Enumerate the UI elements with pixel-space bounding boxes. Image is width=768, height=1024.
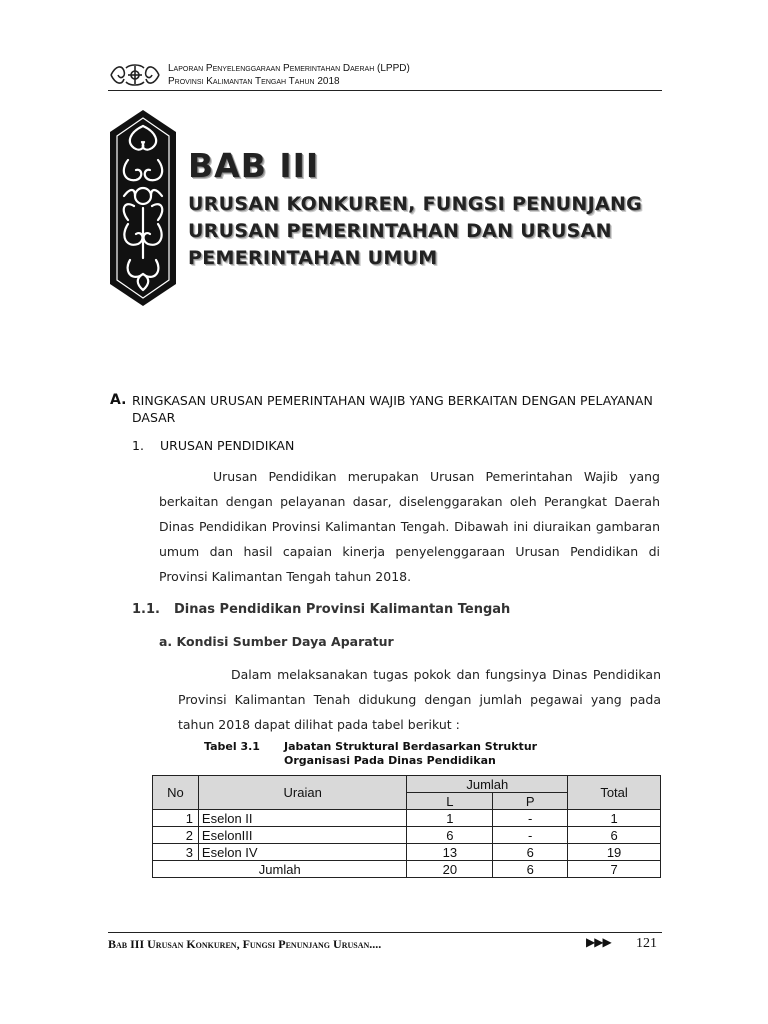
subsection-a-title: a. Kondisi Sumber Daya Aparatur bbox=[159, 634, 394, 649]
paragraph-urusan-pendidikan bbox=[159, 464, 660, 589]
cell-l: 20 bbox=[407, 861, 493, 878]
table-total-row bbox=[153, 861, 661, 878]
table-row bbox=[153, 827, 661, 844]
header-line-1: Laporan Penyelenggaraan Pemerintahan Daerah (LPPD) bbox=[168, 63, 410, 74]
chapter-title-line-2: URUSAN PEMERINTAHAN DAN URUSAN bbox=[188, 220, 612, 242]
cell-l: 6 bbox=[407, 827, 493, 844]
subsection-title: URUSAN PENDIDIKAN bbox=[160, 438, 295, 453]
chapter-ornament-icon bbox=[108, 108, 178, 308]
table-row bbox=[153, 810, 661, 827]
header-divider bbox=[108, 90, 662, 91]
header-l: L bbox=[407, 793, 493, 810]
header-uraian: Uraian bbox=[198, 776, 407, 810]
cell-uraian: Eselon II bbox=[198, 810, 407, 827]
section-letter: A. bbox=[110, 392, 127, 408]
table-label: Tabel 3.1 bbox=[204, 740, 260, 753]
header-ornament-icon bbox=[108, 62, 162, 88]
cell-l: 1 bbox=[407, 810, 493, 827]
header-p: P bbox=[493, 793, 568, 810]
paragraph-sumber-daya bbox=[178, 662, 661, 737]
document-header bbox=[168, 62, 410, 88]
chapter-title-line-3: PEMERINTAHAN UMUM bbox=[188, 247, 438, 269]
cell-p: 6 bbox=[493, 844, 568, 861]
header-line-2: Provinsi Kalimantan Tengah Tahun 2018 bbox=[168, 76, 340, 87]
data-table bbox=[152, 775, 661, 878]
footer-divider bbox=[108, 932, 662, 933]
subsection-number: 1. bbox=[132, 438, 144, 453]
chapter-title bbox=[188, 191, 642, 272]
cell-jumlah-label: Jumlah bbox=[153, 861, 407, 878]
cell-total: 1 bbox=[568, 810, 661, 827]
header-jumlah: Jumlah bbox=[407, 776, 568, 793]
chapter-number: BAB III bbox=[188, 146, 320, 185]
paragraph-text: Dalam melaksanakan tugas pokok dan fungsinya Dinas Pendidikan Provinsi Kalimantan Tenah didukung dengan jumlah pegawai yang pada tahun 2018 dapat dilihat pada tabel berikut : bbox=[178, 667, 661, 732]
cell-uraian: EselonIII bbox=[198, 827, 407, 844]
header-no: No bbox=[153, 776, 199, 810]
cell-l: 13 bbox=[407, 844, 493, 861]
chapter-title-line-1: URUSAN KONKUREN, FUNGSI PENUNJANG bbox=[188, 193, 643, 215]
footer-chapter-text: Bab III Urusan Konkuren, Fungsi Penunjang Urusan.... bbox=[108, 937, 382, 951]
cell-total: 6 bbox=[568, 827, 661, 844]
subsection-1-1-number: 1.1. bbox=[132, 602, 160, 617]
footer-arrows-icon: ▶▶▶ bbox=[586, 935, 611, 949]
cell-total: 7 bbox=[568, 861, 661, 878]
section-title: RINGKASAN URUSAN PEMERINTAHAN WAJIB YANG BERKAITAN DENGAN PELAYANAN DASAR bbox=[132, 393, 653, 425]
cell-uraian: Eselon IV bbox=[198, 844, 407, 861]
paragraph-text: Urusan Pendidikan merupakan Urusan Pemerintahan Wajib yang berkaitan dengan pelayanan dasar, diselenggarakan oleh Perangkat Daerah Dinas Pendidikan Provinsi Kalimantan Tengah. Dibawah ini diuraikan gambaran umum dan hasil capaian kinerja penyelenggaraan Urusan Pendidikan di Provinsi Kalimantan Tengah tahun 2018. bbox=[159, 469, 660, 584]
cell-no: 1 bbox=[153, 810, 199, 827]
cell-total: 19 bbox=[568, 844, 661, 861]
table-header-row bbox=[153, 776, 661, 793]
table-caption: Jabatan Struktural Berdasarkan Struktur Organisasi Pada Dinas Pendidikan bbox=[284, 740, 538, 767]
cell-p: 6 bbox=[493, 861, 568, 878]
cell-p: - bbox=[493, 827, 568, 844]
cell-p: - bbox=[493, 810, 568, 827]
cell-no: 2 bbox=[153, 827, 199, 844]
page-number: 121 bbox=[636, 936, 657, 951]
header-total: Total bbox=[568, 776, 661, 810]
table-row bbox=[153, 844, 661, 861]
subsection-1-1-title: Dinas Pendidikan Provinsi Kalimantan Tengah bbox=[174, 602, 511, 617]
cell-no: 3 bbox=[153, 844, 199, 861]
